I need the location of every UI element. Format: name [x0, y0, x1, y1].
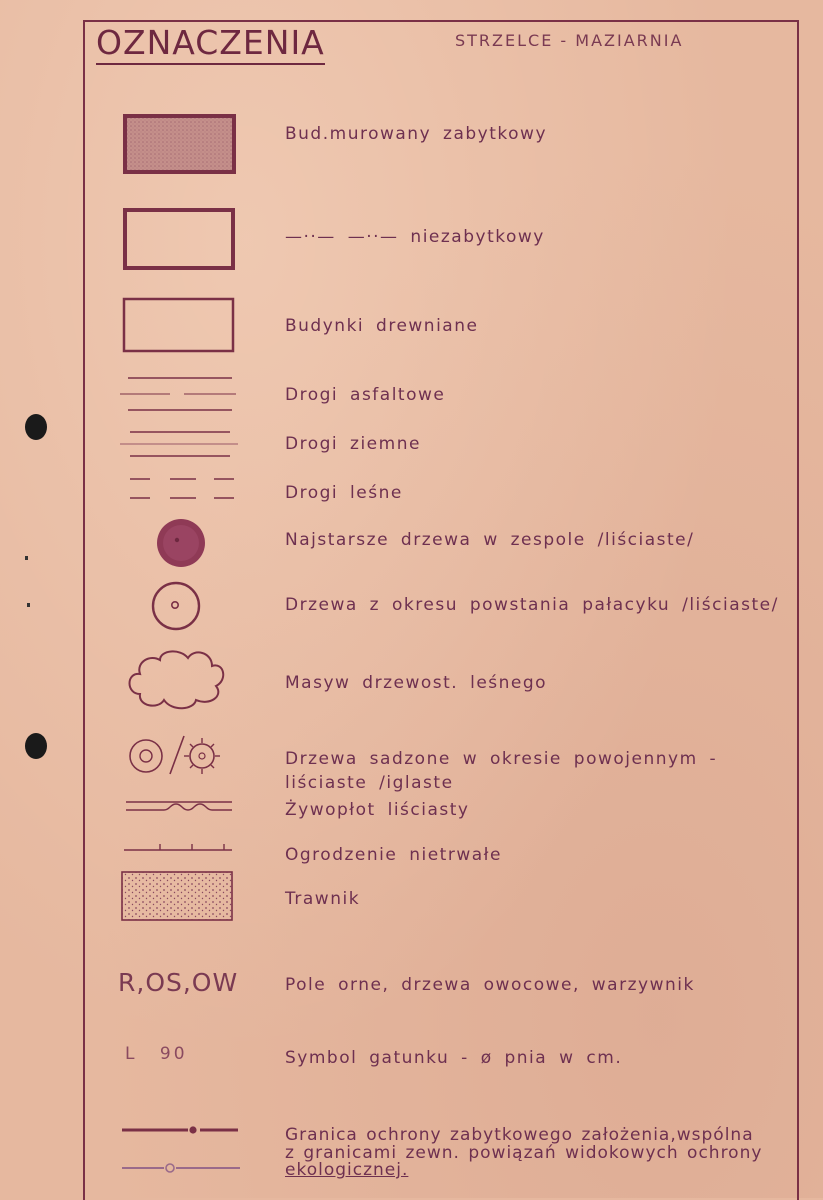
lawn-symbol: [120, 870, 236, 924]
brick-heritage-building-symbol: [122, 113, 238, 175]
land-use-code: R,OS,OW: [118, 968, 239, 997]
legend-label: Symbol gatunku - ø pnia w cm.: [285, 1048, 623, 1068]
legend-label: Bud.murowany zabytkowy: [285, 124, 548, 144]
location-name: STRZELCE - MAZIARNIA: [455, 31, 684, 50]
legend-label: Drogi asfaltowe: [285, 385, 446, 405]
legend-label: liściaste /iglaste: [285, 773, 454, 793]
asphalt-road-symbol: [118, 372, 238, 416]
hedge-symbol: [124, 796, 234, 818]
oldest-trees-symbol: [154, 516, 208, 570]
forest-stand-symbol: [120, 644, 230, 716]
brick-nonheritage-building-symbol: [122, 207, 238, 271]
legend-label: Ogrodzenie nietrwałe: [285, 845, 502, 865]
legend-label: z granicami zewn. powiązań widokowych ochrony: [285, 1143, 763, 1163]
protection-boundary-symbol: [118, 1118, 242, 1174]
wooden-building-symbol: [122, 297, 238, 355]
legend-label: Najstarsze drzewa w zespole /liściaste/: [285, 530, 695, 550]
palace-era-trees-symbol: [150, 580, 202, 632]
legend-label: Drzewa z okresu powstania pałacyku /liściaste/: [285, 595, 779, 615]
species-code: L 90: [125, 1044, 188, 1064]
temporary-fence-symbol: [122, 840, 234, 860]
paper-speck: [25, 556, 28, 560]
dirt-road-symbol: [118, 428, 240, 464]
legend-label: —··— —··— niezabytkowy: [285, 227, 545, 247]
legend-label: Masyw drzewost. leśnego: [285, 673, 548, 693]
legend-label: Drogi ziemne: [285, 434, 421, 454]
punch-hole-top: [25, 414, 47, 440]
forest-road-symbol: [128, 474, 238, 506]
paper-speck: [27, 603, 30, 607]
legend-label: Żywopłot liściasty: [285, 800, 470, 820]
legend-label: Trawnik: [285, 889, 361, 909]
legend-title: OZNACZENIA: [96, 24, 325, 65]
legend-label: ekologicznej.: [285, 1160, 409, 1180]
punch-hole-bottom: [25, 733, 47, 759]
postwar-trees-symbol: [126, 730, 224, 780]
legend-label: Granica ochrony zabytkowego założenia,wspólna: [285, 1125, 754, 1145]
legend-label: Budynki drewniane: [285, 316, 479, 336]
legend-label: Pole orne, drzewa owocowe, warzywnik: [285, 975, 695, 995]
legend-label: Drzewa sadzone w okresie powojennym -: [285, 749, 718, 769]
legend-label: Drogi leśne: [285, 483, 403, 503]
